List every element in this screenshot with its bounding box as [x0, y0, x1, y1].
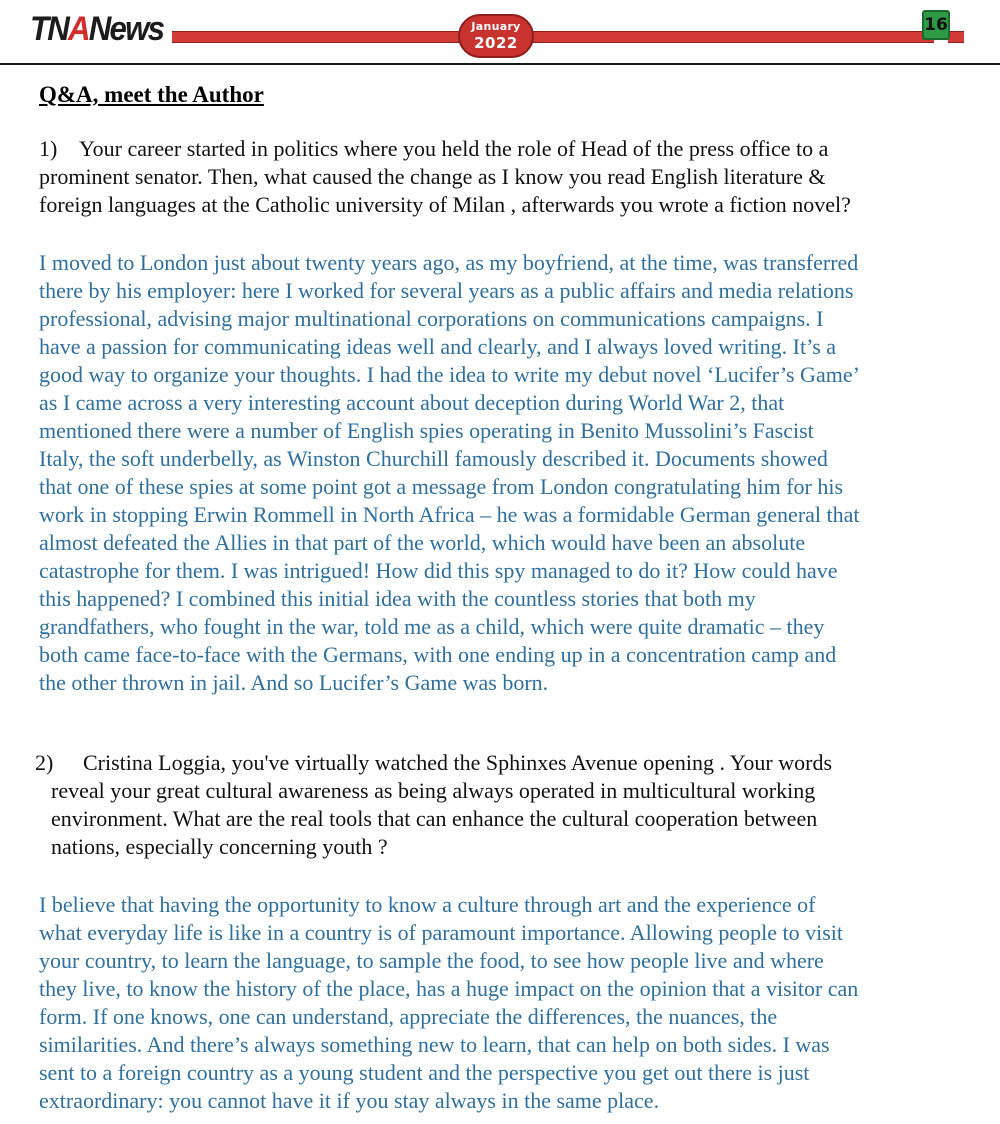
question-1 [39, 135, 964, 219]
issue-month: January [471, 20, 521, 33]
issue-date-badge [458, 14, 534, 58]
tna-news-logo [30, 10, 163, 48]
logo-tn: TN [30, 10, 69, 48]
question-2-text: Cristina Loggia, you've virtually watched the Sphinxes Avenue opening . Your words reveal your great cultural awareness as being always operated in multicultural working environment. What are the real tools that can enhance the cultural cooperation between nations, especially concerning youth ? [51, 750, 833, 859]
question-1-text: Your career started in politics where you held the role of Head of the press office to a prominent senator. Then, what caused the change as I know you read English literature & foreign languages at the Catholic university of Milan , afterwards you wrote a fiction novel? [39, 136, 851, 217]
answer-2: I believe that having the opportunity to know a culture through art and the experience of what everyday life is like in a country is of paramount importance. Allowing people to visit your country, to learn the language, to sample the food, to see how people live and where they live, to know the history of the place, has a huge impact on the opinion that a visitor can form. If one knows, one can understand, appreciate the differences, the nuances, the similarities. And there’s always something new to learn, that can help on both sides. I was sent to a foreign country as a young student and the perspective you get out there is just extraordinary: you cannot have it if you stay always in the same place. [39, 892, 859, 1113]
newsletter-header [0, 0, 1000, 66]
header-red-bar [172, 31, 934, 43]
question-2 [35, 749, 964, 861]
qa-item-2 [35, 749, 964, 1115]
question-1-number: 1) [39, 136, 58, 161]
qa-item-1 [39, 135, 964, 697]
logo-a: A [68, 10, 89, 48]
article [35, 80, 964, 1115]
answer-1: I moved to London just about twenty years ago, as my boyfriend, at the time, was transferred there by his employer: here I worked for several years as a public affairs and media relations professional, advising major multinational corporations on communications campaigns. I have a passion for communicating ideas well and clearly, and I always loved writing. It’s a good way to organize your thoughts. I had the idea to write my debut novel ‘Lucifer’s Game’ as I came across a very interesting account about deception during World War 2, that mentioned there were a number of English spies operating in Benito Mussolini’s Fascist Italy, the soft underbelly, as Winston Churchill famously described it. Documents showed that one of these spies at some point got a message from London congratulating him for his work in stopping Erwin Rommell in North Africa – he was a formidable German general that almost defeated the Allies in that part of the world, which would have been an absolute catastrophe for them. I was intrigued! How did this spy managed to do it? How could have this happened? I combined this initial idea with the countless stories that both my grandfathers, who fought in the war, told me as a child, which were quite dramatic – they both came face-to-face with the Germans, with one ending up in a concentration camp and the other thrown in jail. And so Lucifer’s Game was born. [39, 250, 860, 695]
issue-year: 2022 [474, 34, 518, 52]
page-number-badge: 16 [922, 10, 950, 40]
article-title: Q&A, meet the Author [39, 82, 264, 107]
question-2-number: 2) [35, 750, 54, 775]
logo-news: News [88, 10, 164, 48]
header-red-bar-end [948, 31, 964, 43]
header-divider [0, 63, 1000, 65]
